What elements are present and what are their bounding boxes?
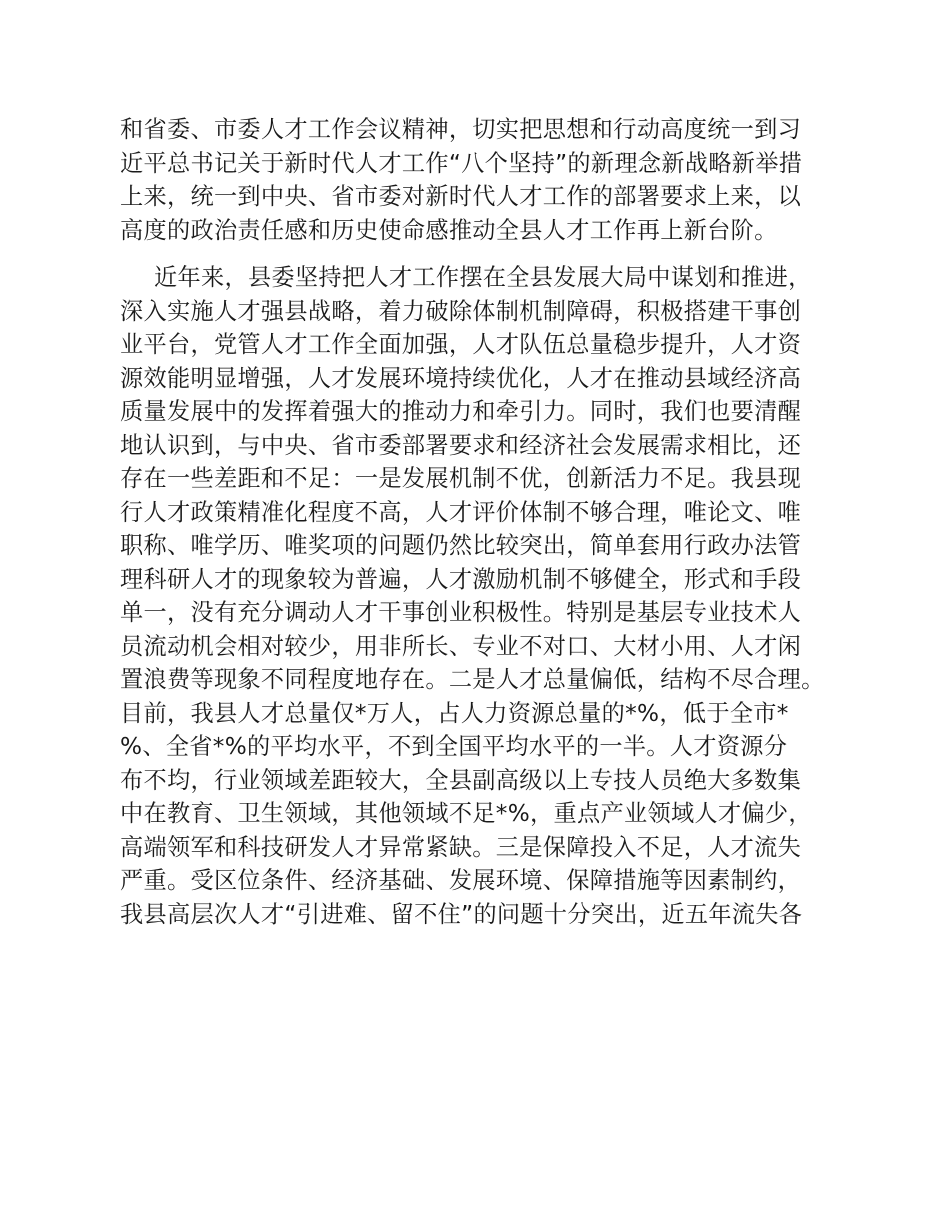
text-line: 高度的政治责任感和历史使命感推动全县人才工作再上新台阶。 <box>120 216 778 244</box>
text-line: 地认识到，与中央、省市委部署要求和经济社会发展需求相比，还 <box>120 431 802 459</box>
text-line: 严重。受区位条件、经济基础、发展环境、保障措施等因素制约， <box>120 867 802 894</box>
text-line: 源效能明显增强，人才发展环境持续优化，人才在推动县域经济高 <box>120 364 802 392</box>
text-line: 目前，我县人才总量仅*万人，占人力资源总量的*%，低于全市* <box>120 699 789 727</box>
text-line: 高端领军和科技研发人才异常紧缺。三是保障投入不足，人才流失 <box>120 833 802 861</box>
text-line: 我县高层次人才“引进难、留不住”的问题十分突出，近五年流失各 <box>120 900 803 928</box>
paragraph-spacer <box>120 247 865 261</box>
text-line: 员流动机会相对较少，用非所长、专业不对口、大材小用、人才闲 <box>120 632 802 660</box>
text-line: 理科研人才的现象较为普遍，人才激励机制不够健全，形式和手段 <box>120 565 802 593</box>
text-line: 职称、唯学历、唯奖项的问题仍然比较突出，简单套用行政办法管 <box>120 532 802 559</box>
text-line: 单一，没有充分调动人才干事创业积极性。特别是基层专业技术人 <box>120 599 802 626</box>
text-line: 中在教育、卫生领域，其他领域不足*%，重点产业领域人才偏少， <box>120 800 812 827</box>
text-line: 布不均，行业领域差距较大，全县副高级以上专技人员绝大多数集 <box>120 766 802 794</box>
text-line: 业平台，党管人才工作全面加强，人才队伍总量稳步提升，人才资 <box>120 331 802 358</box>
text-line: 质量发展中的发挥着强大的推动力和牵引力。同时，我们也要清醒 <box>120 398 802 425</box>
text-line: 置浪费等现象不同程度地存在。二是人才总量偏低，结构不尽合理。 <box>120 666 825 693</box>
text-line: 和省委、市委人才工作会议精神，切实把思想和行动高度统一到习 <box>120 116 802 143</box>
text-line: 近平总书记关于新时代人才工作“八个坚持”的新理念新战略新举措 <box>120 149 803 177</box>
text-line: 存在一些差距和不足：一是发展机制不优，创新活力不足。我县现 <box>120 465 802 492</box>
text-line: %、全省*%的平均水平，不到全国平均水平的一半。人才资源分 <box>120 733 788 760</box>
text-line: 近年来，县委坚持把人才工作摆在全县发展大局中谋划和推进， <box>154 264 812 291</box>
paragraph-2 <box>120 261 865 931</box>
text-line: 深入实施人才强县战略，着力破除体制机制障碍，积极搭建干事创 <box>120 297 802 325</box>
text-line: 上来，统一到中央、省市委对新时代人才工作的部署要求上来，以 <box>120 183 802 210</box>
document-body <box>120 113 865 931</box>
text-line: 行人才政策精准化程度不高，人才评价体制不够合理，唯论文、唯 <box>120 498 802 526</box>
paragraph-1 <box>120 113 865 247</box>
